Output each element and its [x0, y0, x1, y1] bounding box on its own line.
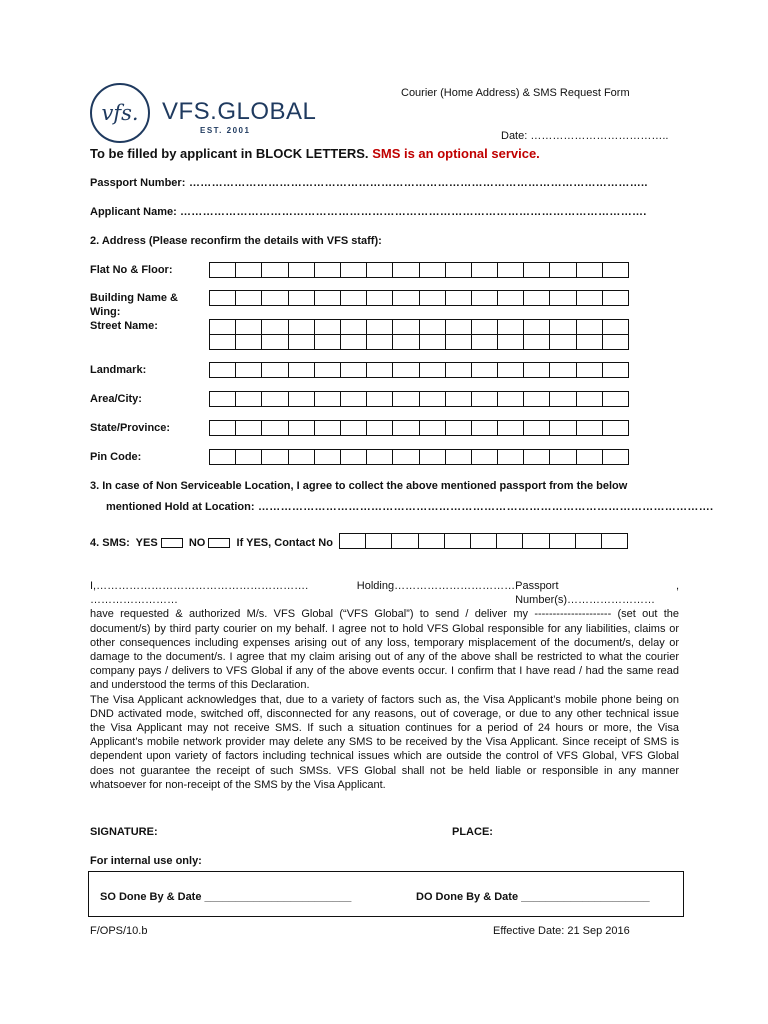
contact-number-grid[interactable] — [339, 533, 628, 549]
vfs-logo-wordmark: VFS.GLOBAL — [162, 98, 317, 125]
so-done-field[interactable]: SO Done By & Date ________________________ — [100, 891, 352, 903]
declaration-first-line — [90, 579, 679, 607]
street-name-grid-2[interactable] — [209, 334, 629, 350]
street-name-grid-1[interactable] — [209, 319, 629, 335]
form-code: F/OPS/10.b — [90, 925, 148, 937]
landmark-label: Landmark: — [90, 364, 147, 376]
building-name-label: Building Name & — [90, 292, 179, 304]
place-label: PLACE: — [452, 826, 493, 838]
applicant-name-label: Applicant Name: — [90, 206, 177, 218]
sms-no-checkbox[interactable] — [208, 538, 230, 548]
sms-row — [90, 537, 333, 549]
effective-date: Effective Date: 21 Sep 2016 — [493, 925, 630, 937]
pin-code-grid[interactable] — [209, 449, 629, 465]
state-province-label: State/Province: — [90, 422, 171, 434]
area-city-grid[interactable] — [209, 391, 629, 407]
vfs-logo-established: EST. 2001 — [200, 126, 251, 135]
form-title: Courier (Home Address) & SMS Request Form — [401, 87, 630, 99]
instruction-main: To be filled by applicant in BLOCK LETTERS. — [90, 146, 369, 161]
flat-floor-grid[interactable] — [209, 262, 629, 278]
sms-yes-checkbox[interactable] — [161, 538, 183, 548]
street-name-label: Street Name: — [90, 320, 158, 332]
flat-floor-label: Flat No & Floor: — [90, 264, 173, 276]
landmark-grid[interactable] — [209, 362, 629, 378]
sms-label: 4. SMS: — [90, 537, 130, 549]
declaration-comma: , — [675, 580, 679, 592]
hold-location-field[interactable]: …………………………………………………………………………………………………………. — [258, 501, 714, 513]
date-field[interactable]: Date: ……………………………….. — [501, 130, 669, 142]
declaration — [90, 579, 679, 792]
internal-use-label: For internal use only: — [90, 855, 202, 867]
passport-number-field[interactable]: ………………………………………………………………………………………………………….. — [189, 177, 648, 189]
contact-number-label: If YES, Contact No — [236, 537, 333, 549]
state-province-grid[interactable] — [209, 420, 629, 436]
instruction-text — [90, 146, 540, 161]
signature-label: SIGNATURE: — [90, 826, 158, 838]
declaration-holding-field[interactable]: Holding…………………………… — [356, 580, 516, 592]
instruction-optional: SMS is an optional service. — [372, 146, 540, 161]
declaration-passport-field[interactable]: Passport Number(s)…………………… — [515, 580, 656, 607]
area-city-label: Area/City: — [90, 393, 142, 405]
sms-no-label: NO — [188, 537, 206, 549]
declaration-name-field[interactable]: I,…………………………………………………. …………………… — [90, 580, 309, 607]
declaration-paragraph-1: have requested & authorized M/s. VFS Global (“VFS Global”) to send / deliver my --------------------- (set out the document/s) by third party courier on my behalf. I agree not to hold VFS Global responsible for any liabilities, claims or other consequences including expenses arising out of any loss, temporary misplacement of the document/s, delay or damage to the document/s. I agree that my claim arising out of any of the above shall be restricted to what the courier company pays / delivers to VFS Global if any of the above events occur. I confirm that I have read / had the same read and understood the terms of this Declaration. — [90, 608, 679, 692]
applicant-name-field[interactable]: ……………………………………………………………………………………………………………. — [180, 206, 647, 218]
section3-line2: mentioned Hold at Location: — [106, 501, 255, 513]
passport-number-label: Passport Number: — [90, 177, 186, 189]
vfs-logo-monogram: vfs. — [90, 83, 150, 143]
building-wing-label: Wing: — [90, 306, 121, 318]
address-heading: 2. Address (Please reconfirm the details with VFS staff): — [90, 235, 382, 247]
pin-code-label: Pin Code: — [90, 451, 142, 463]
section3-line1: 3. In case of Non Serviceable Location, I agree to collect the above mentioned passport from the below — [90, 480, 628, 492]
sms-yes-label: YES — [135, 537, 158, 549]
do-done-field[interactable]: DO Done By & Date _____________________ — [416, 891, 650, 903]
building-name-grid[interactable] — [209, 290, 629, 306]
declaration-paragraph-2: The Visa Applicant acknowledges that, due to a variety of factors such as, the Visa Applicant’s mobile phone being on DND activated mode, switched off, disconnected for any reasons, out of coverage, or due to any other technical issue the Visa Applicant may not receive SMS. If such a situation continues for a period of 24 hours or more, the Visa Applicant’s mobile network provider may delete any SMS to be received by the Visa Applicant. Since receipt of SMS is dependent upon variety of factors including technical issues which are outside the control of VFS Global, VFS Global does not guarantee the receipt of such SMSs. VFS Global shall not be held liable or responsible in any manner whatsoever for non-receipt of the SMS by the Visa Applicant. — [90, 693, 679, 791]
